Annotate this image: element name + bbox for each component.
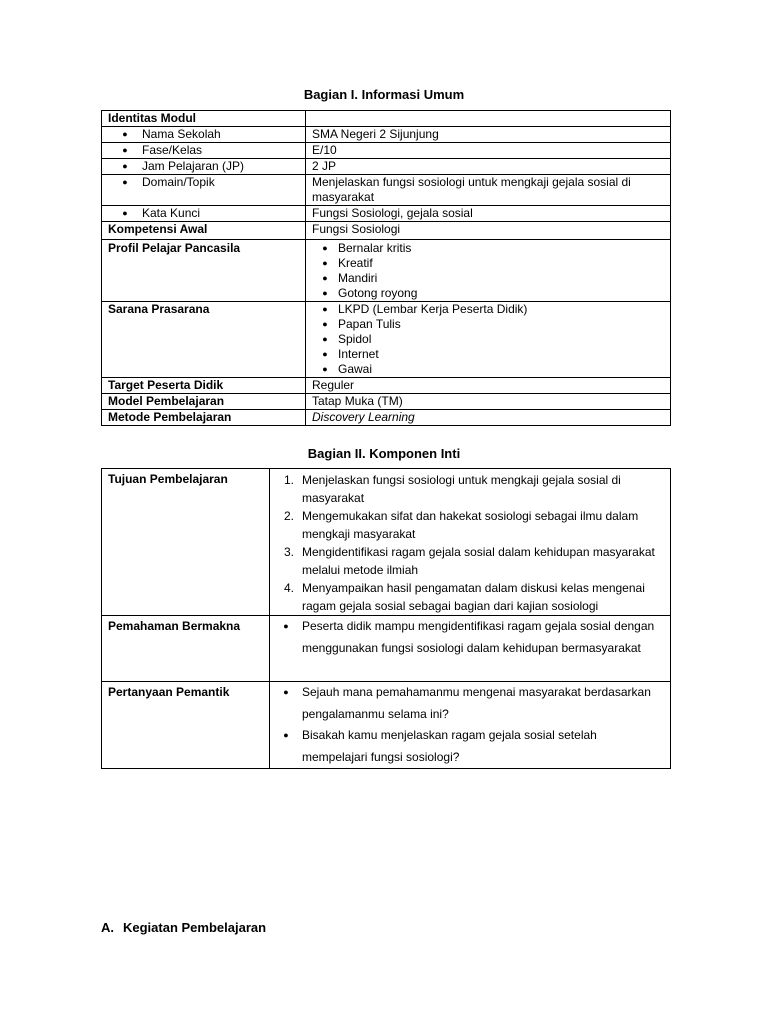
- table-row: [102, 469, 671, 616]
- metode-label: Metode Pembelajaran: [102, 410, 306, 426]
- model-value: Tatap Muka (TM): [306, 394, 671, 410]
- target-value: Reguler: [306, 378, 671, 394]
- row-label: Domain/Topik: [142, 175, 215, 189]
- row-value: E/10: [306, 143, 671, 159]
- kompetensi-awal-value: Fungsi Sosiologi: [306, 222, 671, 240]
- list-number: 4.: [283, 581, 294, 595]
- row-label: Kata Kunci: [142, 206, 201, 220]
- pertanyaan-label: Pertanyaan Pemantik: [102, 682, 270, 769]
- table-row: [102, 394, 671, 410]
- list-item: Internet: [338, 347, 379, 361]
- list-item: Papan Tulis: [338, 317, 401, 331]
- list-item: Peserta didik mampu mengidentifikasi ragam gejala sosial dengan menggunakan fungsi sosiologi dalam kehidupan bermasyarakat: [302, 619, 655, 655]
- list-number: 2.: [283, 509, 294, 523]
- list-item: Spidol: [338, 332, 372, 346]
- list-item: Gotong royong: [338, 286, 418, 300]
- metode-value: Discovery Learning: [306, 410, 671, 426]
- bullet-icon: ●: [122, 129, 128, 139]
- list-item: Gawai: [338, 362, 373, 376]
- list-item: Bisakah kamu menjelaskan ragam gejala sosial setelah mempelajari fungsi sosiologi?: [302, 728, 597, 764]
- table-row: [102, 682, 671, 769]
- row-value: Menjelaskan fungsi sosiologi untuk mengkaji gejala sosial di masyarakat: [306, 175, 671, 206]
- tujuan-label: Tujuan Pembelajaran: [102, 469, 270, 616]
- table-row: [102, 302, 671, 378]
- list-item: Sejauh mana pemahamanmu mengenai masyarakat berdasarkan pengalamanmu selama ini?: [302, 685, 651, 721]
- list-item: Kreatif: [338, 256, 373, 270]
- komponen-inti-table: [101, 468, 671, 769]
- section-title-bagian-1: Bagian I. Informasi Umum: [303, 87, 465, 102]
- list-item: Bernalar kritis: [338, 241, 412, 255]
- table-row: [102, 111, 671, 127]
- bullet-icon: ●: [122, 177, 128, 187]
- table-row: [102, 127, 671, 143]
- pemahaman-label: Pemahaman Bermakna: [102, 616, 270, 682]
- bullet-icon: ●: [122, 208, 128, 218]
- bullet-icon: ●: [283, 621, 289, 631]
- section-title-bagian-2: Bagian II. Komponen Inti: [307, 446, 461, 461]
- section-marker: A.: [101, 920, 114, 935]
- table-row: [102, 143, 671, 159]
- table-row: [102, 240, 671, 302]
- row-label: Jam Pelajaran (JP): [142, 159, 245, 173]
- table-row: [102, 410, 671, 426]
- list-item: Mandiri: [338, 271, 378, 285]
- bullet-icon: ●: [322, 349, 328, 359]
- row-value: Fungsi Sosiologi, gejala sosial: [306, 206, 671, 222]
- informasi-umum-table: [101, 110, 671, 426]
- kompetensi-awal-label: Kompetensi Awal: [102, 222, 306, 240]
- table-row: [102, 378, 671, 394]
- bullet-icon: ●: [322, 243, 328, 253]
- bullet-icon: ●: [283, 687, 289, 697]
- list-item: Mengemukakan sifat dan hakekat sosiologi sebagai ilmu dalam mengkaji masyarakat: [302, 509, 639, 541]
- section-title: Kegiatan Pembelajaran: [123, 920, 267, 935]
- list-number: 3.: [283, 545, 294, 559]
- list-item: Menyampaikan hasil pengamatan dalam diskusi kelas mengenai ragam gejala sosial sebagai bagian dari kajian sosiologi: [302, 581, 645, 613]
- target-label: Target Peserta Didik: [102, 378, 306, 394]
- table-row: [102, 175, 671, 206]
- list-number: 1.: [283, 473, 294, 487]
- row-label: Nama Sekolah: [142, 127, 221, 141]
- list-item: Mengidentifikasi ragam gejala sosial dalam kehidupan masyarakat melalui metode ilmiah: [302, 545, 655, 577]
- table-row: [102, 616, 671, 682]
- bullet-icon: ●: [322, 273, 328, 283]
- list-item: LKPD (Lembar Kerja Peserta Didik): [338, 302, 528, 316]
- bullet-icon: ●: [322, 304, 328, 314]
- bullet-icon: ●: [322, 334, 328, 344]
- bullet-icon: ●: [122, 145, 128, 155]
- table-row: [102, 206, 671, 222]
- sarana-label: Sarana Prasarana: [102, 302, 306, 378]
- bullet-icon: ●: [122, 161, 128, 171]
- bullet-icon: ●: [322, 258, 328, 268]
- row-value: 2 JP: [306, 159, 671, 175]
- bullet-icon: ●: [322, 288, 328, 298]
- row-label: Fase/Kelas: [142, 143, 203, 157]
- table-row: [102, 222, 671, 240]
- bullet-icon: ●: [322, 364, 328, 374]
- row-value: SMA Negeri 2 Sijunjung: [306, 127, 671, 143]
- identitas-header: Identitas Modul: [102, 111, 306, 127]
- list-item: Menjelaskan fungsi sosiologi untuk mengkaji gejala sosial di masyarakat: [302, 473, 621, 505]
- section-a-heading: [101, 920, 266, 935]
- model-label: Model Pembelajaran: [102, 394, 306, 410]
- profil-label: Profil Pelajar Pancasila: [102, 240, 306, 302]
- bullet-icon: ●: [322, 319, 328, 329]
- bullet-icon: ●: [283, 730, 289, 740]
- table-row: [102, 159, 671, 175]
- empty-cell: [306, 111, 671, 127]
